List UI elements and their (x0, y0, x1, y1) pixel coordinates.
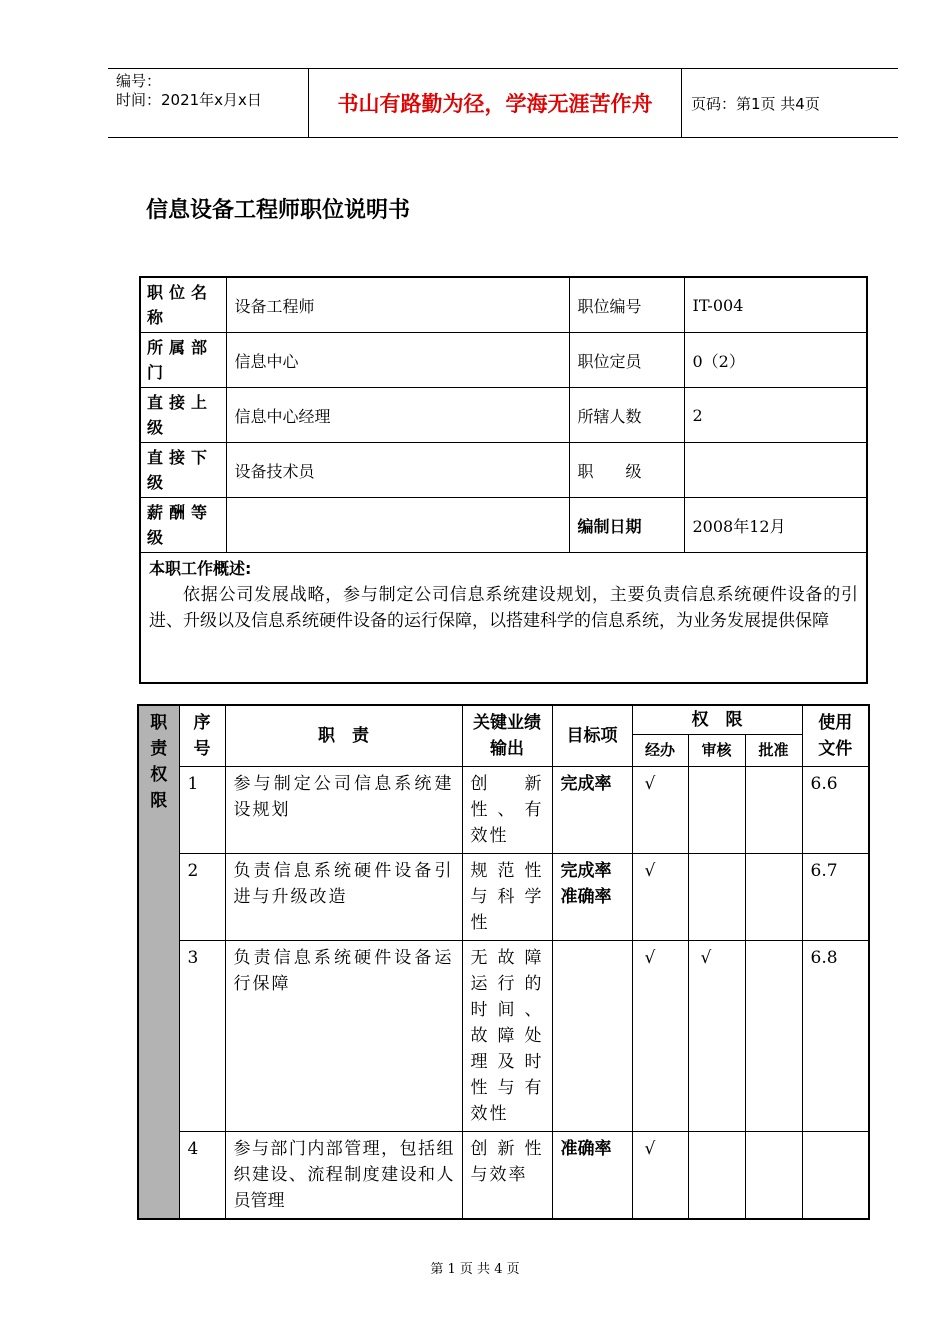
page-title: 信息设备工程师职位说明书 (146, 198, 411, 223)
info-label: 薪酬等级 (140, 498, 226, 553)
info-row (140, 277, 867, 333)
info-label: 职 级 (569, 443, 684, 498)
header-motto: 书山有路勤为径，学海无涯苦作舟 (309, 69, 682, 137)
shenhe-check (688, 1132, 745, 1220)
duty-row (138, 767, 869, 854)
info-value: 信息中心 (226, 333, 569, 388)
info-value: 设备工程师 (226, 277, 569, 333)
shenhe-header: 审核 (688, 734, 745, 766)
time-label: 时间：2021年x月x日 (116, 91, 262, 109)
pizhun-check (745, 941, 802, 1132)
duty-header: 职 责 (225, 705, 462, 767)
summary-text: 依据公司发展战略，参与制定公司信息系统建设规划，主要负责信息系统硬件设备的引进、升级以及信息系统硬件设备的运行保障，以搭建科学的信息系统，为业务发展提供保障 (149, 585, 858, 631)
info-label: 职位定员 (569, 333, 684, 388)
jingban-check: √ (632, 767, 688, 854)
seq: 3 (179, 941, 225, 1132)
info-label: 直接下级 (140, 443, 226, 498)
shenhe-check: √ (688, 941, 745, 1132)
output-header: 关键业绩输出 (462, 705, 552, 767)
jingban-check: √ (632, 941, 688, 1132)
duty-text: 参与部门内部管理，包括组织建设、流程制度建设和人员管理 (225, 1132, 462, 1220)
seq: 1 (179, 767, 225, 854)
duty-text: 负责信息系统硬件设备运行保障 (225, 941, 462, 1132)
seq-header: 序号 (179, 705, 225, 767)
output-text: 无故障运行的时间、故障处理及时性与有效性 (462, 941, 552, 1132)
doc-ref: 6.8 (802, 941, 869, 1132)
target-text: 完成率 准确率 (552, 854, 632, 941)
number-label: 编号： (116, 72, 162, 90)
pizhun-check (745, 854, 802, 941)
output-text: 创 新性、有效性 (462, 767, 552, 854)
info-value: IT-004 (684, 277, 867, 333)
info-row (140, 443, 867, 498)
duty-authority-table (137, 704, 870, 1220)
info-label: 职位名称 (140, 277, 226, 333)
info-value: 信息中心经理 (226, 388, 569, 443)
info-label: 所属部门 (140, 333, 226, 388)
info-label: 所辖人数 (569, 388, 684, 443)
document-header (108, 68, 898, 138)
target-text: 准确率 (552, 1132, 632, 1220)
header-page-info: 页码：第1页 共4页 (691, 94, 820, 113)
summary-title: 本职工作概述: (149, 559, 252, 578)
page-footer: 第 1 页 共 4 页 (430, 1262, 520, 1277)
jingban-check: √ (632, 1132, 688, 1220)
duty-row (138, 941, 869, 1132)
target-text (552, 941, 632, 1132)
info-label: 直接上级 (140, 388, 226, 443)
header-meta (108, 69, 309, 137)
job-summary (140, 553, 867, 684)
info-value (226, 498, 569, 553)
doc-ref: 6.7 (802, 854, 869, 941)
info-value (684, 443, 867, 498)
pizhun-check (745, 767, 802, 854)
info-value: 设备技术员 (226, 443, 569, 498)
info-label: 编制日期 (569, 498, 684, 553)
info-row (140, 388, 867, 443)
target-header: 目标项 (552, 705, 632, 767)
output-text: 规范性与科学性 (462, 854, 552, 941)
jingban-check: √ (632, 854, 688, 941)
position-info-table (139, 276, 868, 684)
info-value: 2008年12月 (684, 498, 867, 553)
info-label: 职位编号 (569, 277, 684, 333)
target-text: 完成率 (552, 767, 632, 854)
info-value: 2 (684, 388, 867, 443)
info-value: 0（2） (684, 333, 867, 388)
shenhe-check (688, 854, 745, 941)
info-row (140, 333, 867, 388)
pizhun-check (745, 1132, 802, 1220)
doc-ref (802, 1132, 869, 1220)
duty-text: 参与制定公司信息系统建设规划 (225, 767, 462, 854)
doc-ref: 6.6 (802, 767, 869, 854)
pizhun-header: 批准 (745, 734, 802, 766)
seq: 4 (179, 1132, 225, 1220)
seq: 2 (179, 854, 225, 941)
output-text: 创新性与效率 (462, 1132, 552, 1220)
side-label: 职责权限 (138, 705, 179, 1219)
shenhe-check (688, 767, 745, 854)
docs-header: 使用文件 (802, 705, 869, 767)
duty-row (138, 1132, 869, 1220)
info-row (140, 498, 867, 553)
duty-row (138, 854, 869, 941)
jingban-header: 经办 (632, 734, 688, 766)
duty-text: 负责信息系统硬件设备引进与升级改造 (225, 854, 462, 941)
authority-header: 权 限 (632, 705, 802, 734)
